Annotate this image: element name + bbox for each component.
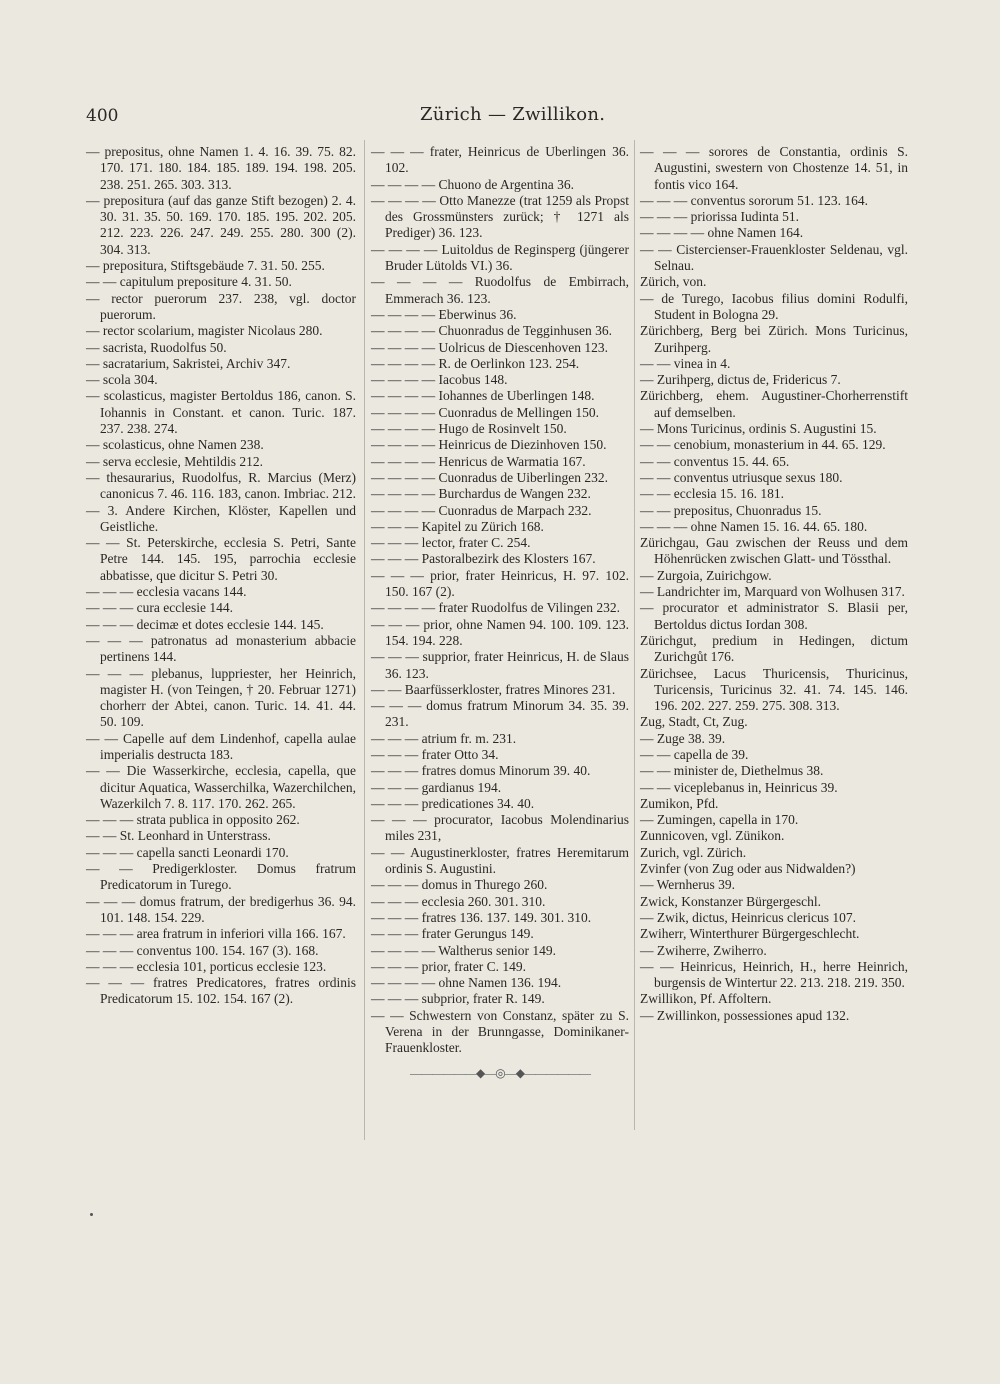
index-entry: Zwick, Konstanzer Bürgergeschl.	[640, 893, 821, 909]
index-entry: — — — — Heinricus de Diezinhoven 150.	[371, 437, 607, 453]
index-entry: — — — capella sancti Leonardi 170.	[86, 844, 289, 860]
index-entry: Zwillikon, Pf. Affoltern.	[640, 991, 772, 1007]
index-entry: — — — domus fratrum Minorum 34. 35. 39. 231.	[371, 698, 629, 730]
index-entry: — — — — Ruodolfus de Embirrach, Emmerach 36. 123.	[371, 274, 629, 306]
index-entry: — — — ecclesia 260. 301. 310.	[371, 893, 546, 909]
index-entry: — — — — Henricus de Warmatia 167.	[371, 453, 586, 469]
index-entry: Zürich, von.	[640, 274, 707, 290]
index-entry: Zwiherr, Winterthurer Bürgergeschlecht.	[640, 926, 860, 942]
index-entry: — — — prior, frater C. 149.	[371, 958, 527, 974]
index-entry: — — St. Peterskirche, ecclesia S. Petri, Sante Petre 144. 145. 195, parrochia ecclesie abbatisse, que dicitur S. Petri 30.	[86, 535, 356, 583]
index-entry: — — — predicationes 34. 40.	[371, 795, 535, 811]
index-entry: — Zwik, dictus, Heinricus clericus 107.	[640, 909, 856, 925]
index-entry: — Zwillinkon, possessiones apud 132.	[640, 1007, 850, 1023]
index-entry: — — — cura ecclesie 144.	[86, 600, 233, 616]
index-entry: — — — ecclesia vacans 144.	[86, 584, 247, 600]
index-entry: — de Turego, Iacobus filius domini Rodulfi, Student in Bologna 29.	[640, 290, 908, 322]
running-title: Zürich — Zwillikon.	[420, 104, 606, 125]
index-entry: — — — — R. de Oerlinkon 123. 254.	[371, 355, 580, 371]
index-entry: — — — — Eberwinus 36.	[371, 306, 517, 322]
index-entry: — — Predigerkloster. Domus fratrum Predicatorum in Turego.	[86, 861, 356, 893]
index-entry: Zürichgut, predium in Hedingen, dictum Zurichgůt 176.	[640, 632, 908, 665]
index-entry: — Wernherus 39.	[640, 877, 736, 893]
index-entry: — — — — Cuonradus de Mellingen 150.	[371, 404, 599, 420]
index-entry: — — — frater, Heinricus de Uberlingen 36. 102.	[371, 144, 629, 176]
index-entry: — — — priorissa Iudinta 51.	[640, 209, 799, 225]
index-entry: — — — ohne Namen 15. 16. 44. 65. 180.	[640, 518, 868, 534]
index-column-2	[371, 144, 629, 1081]
index-entry: — — — lector, frater C. 254.	[371, 535, 531, 551]
index-entry: — — minister de, Diethelmus 38.	[640, 763, 824, 779]
index-entry: — — — — Hugo de Rosinvelt 150.	[371, 421, 567, 437]
index-entry: — — — fratres 136. 137. 149. 301. 310.	[371, 909, 592, 925]
index-entry: — — — — Waltherus senior 149.	[371, 942, 557, 958]
index-entry: — — — gardianus 194.	[371, 779, 502, 795]
index-entry: Zürichberg, Berg bei Zürich. Mons Turicinus, Zurihperg.	[640, 323, 908, 355]
index-entry: — — — — Luitoldus de Reginsperg (jüngerer Bruder Lütolds VI.) 36.	[371, 241, 629, 274]
index-entry: — — — — Uolricus de Diescenhoven 123.	[371, 339, 608, 355]
index-entry: Zürichberg, ehem. Augustiner-Chorherrenstift auf demselben.	[640, 388, 908, 420]
index-entry: — — Augustinerkloster, fratres Heremitarum ordinis S. Augustini.	[371, 844, 629, 877]
index-entry: Zvinfer (von Zug oder aus Nidwalden?)	[640, 861, 856, 877]
index-entry: — — ecclesia 15. 16. 181.	[640, 486, 784, 502]
end-ornament: ——————◆—◎—◆——————	[410, 1065, 590, 1080]
column-rule	[364, 140, 365, 1140]
index-entry: — thesaurarius, Ruodolfus, R. Marcius (Merz) canonicus 7. 46. 116. 183, canon. Imbriac. 212.	[86, 469, 356, 502]
index-entry: — — Die Wasserkirche, ecclesia, capella, que dicitur Aquatica, Wasserchilka, Wazerchilchen, Wazerkilch 7. 8. 117. 170. 262. 265.	[86, 763, 356, 811]
index-entry: — Zwiherre, Zwiherro.	[640, 942, 767, 958]
index-entry: — — — area fratrum in inferiori villa 166. 167.	[86, 926, 346, 942]
index-entry: — — St. Leonhard in Unterstrass.	[86, 828, 271, 844]
index-entry: — — — frater Otto 34.	[371, 746, 499, 762]
index-entry: — — — plebanus, luppriester, her Heinrich, magister H. (von Teingen, † 20. Februar 1271) chorherr der Abtei, canon. Turic. 14. 41. 44. 50. 109.	[86, 665, 356, 730]
index-entry: — serva ecclesie, Mehtildis 212.	[86, 453, 263, 469]
index-entry: — — — — Iohannes de Uberlingen 148.	[371, 388, 595, 404]
index-entry: — — — — Cuonradus de Marpach 232.	[371, 502, 592, 518]
index-entry: — — — prior, frater Heinricus, H. 97. 102. 150. 167 (2).	[371, 567, 629, 600]
index-entry: — — — subprior, frater R. 149.	[371, 991, 545, 1007]
index-entry: — — — conventus sororum 51. 123. 164.	[640, 192, 868, 208]
index-entry: — prepositus, ohne Namen 1. 4. 16. 39. 75. 82. 170. 171. 180. 184. 185. 189. 194. 198. 205. 238. 251. 265. 303. 313.	[86, 144, 356, 192]
index-entry: — — Schwestern von Constanz, später zu S. Verena in der Brunngasse, Dominikaner-Frauenkloster.	[371, 1007, 629, 1056]
index-entry: — — — strata publica in opposito 262.	[86, 812, 300, 828]
index-entry: — — Cistercienser-Frauenkloster Seldenau, vgl. Selnau.	[640, 241, 908, 274]
index-entry: — — — fratres domus Minorum 39. 40.	[371, 763, 591, 779]
index-entry: — — — — ohne Namen 164.	[640, 225, 804, 241]
index-entry: — — — — Burchardus de Wangen 232.	[371, 486, 591, 502]
index-entry: — Zumingen, capella in 170.	[640, 812, 799, 828]
index-entry: — sacratarium, Sakristei, Archiv 347.	[86, 355, 291, 371]
index-entry: — procurator et administrator S. Blasii per, Bertoldus dictus Iordan 308.	[640, 600, 908, 632]
index-entry: — prepositura (auf das ganze Stift bezogen) 2. 4. 30. 31. 35. 50. 169. 170. 185. 195. 202. 205. 212. 223. 226. 247. 249. 255. 280. 300 (2). 304. 313.	[86, 192, 356, 257]
index-entry: — — conventus utriusque sexus 180.	[640, 469, 843, 485]
index-entry: — — cenobium, monasterium in 44. 65. 129.	[640, 437, 886, 453]
index-entry: — — conventus 15. 44. 65.	[640, 453, 790, 469]
index-entry: — — — procurator, Iacobus Molendinarius miles 231,	[371, 812, 629, 844]
index-entry: — — — Kapitel zu Zürich 168.	[371, 518, 544, 534]
index-entry: Zürichgau, Gau zwischen der Reuss und dem Höhenrücken zwischen Glatt- und Tössthal.	[640, 535, 908, 567]
index-entry: Zug, Stadt, Ct, Zug.	[640, 714, 748, 730]
index-entry: — — — decimæ et dotes ecclesie 144. 145.	[86, 616, 324, 632]
index-entry: — — — — frater Ruodolfus de Vilingen 232.	[371, 600, 621, 616]
ink-speck	[90, 1213, 93, 1216]
index-column-3	[640, 144, 908, 1024]
index-entry: — rector puerorum 237. 238, vgl. doctor puerorum.	[86, 290, 356, 322]
index-entry: Zunnicoven, vgl. Zünikon.	[640, 828, 785, 844]
index-entry: — — capitulum prepositure 4. 31. 50.	[86, 274, 292, 290]
index-entry: — — Capelle auf dem Lindenhof, capella aulae imperialis destructa 183.	[86, 730, 356, 762]
index-entry: — Mons Turicinus, ordinis S. Augustini 15.	[640, 421, 877, 437]
index-entry: — Zuge 38. 39.	[640, 730, 726, 746]
index-entry: — prepositura, Stiftsgebäude 7. 31. 50. 255.	[86, 258, 325, 274]
index-entry: — Zurihperg, dictus de, Fridericus 7.	[640, 372, 841, 388]
index-entry: — — — — Chuonradus de Tegginhusen 36.	[371, 323, 613, 339]
index-entry: — — — patronatus ad monasterium abbacie pertinens 144.	[86, 632, 356, 665]
index-entry: — — — frater Gerungus 149.	[371, 926, 534, 942]
page-number: 400	[86, 106, 119, 126]
index-entry: — — — ecclesia 101, porticus ecclesie 123.	[86, 958, 327, 974]
index-entry: — — capella de 39.	[640, 746, 749, 762]
index-entry: — — — atrium fr. m. 231.	[371, 730, 517, 746]
index-entry: — scola 304.	[86, 372, 158, 388]
index-entry: — — viceplebanus in, Heinricus 39.	[640, 779, 838, 795]
index-entry: Zürichsee, Lacus Thuricensis, Thuricinus, Turicensis, Turicinus 32. 41. 74. 145. 146. 196. 202. 227. 259. 275. 308. 313.	[640, 665, 908, 714]
index-entry: — sacrista, Ruodolfus 50.	[86, 339, 227, 355]
index-column-1	[86, 144, 356, 1008]
index-entry: — — — conventus 100. 154. 167 (3). 168.	[86, 942, 319, 958]
index-entry: Zurich, vgl. Zürich.	[640, 844, 747, 860]
index-entry: — — — — Chuono de Argentina 36.	[371, 176, 574, 192]
index-entry: — — — — ohne Namen 136. 194.	[371, 975, 562, 991]
index-entry: — — — prior, ohne Namen 94. 100. 109. 123. 154. 194. 228.	[371, 616, 629, 648]
column-rule	[634, 140, 635, 1130]
index-entry: — Zurgoia, Zuirichgow.	[640, 567, 772, 583]
index-entry: — — vinea in 4.	[640, 355, 731, 371]
index-entry: — — Heinricus, Heinrich, H., herre Heinrich, burgensis de Wintertur 22. 213. 218. 219. 350.	[640, 958, 908, 991]
index-entry: — — — Pastoralbezirk des Klosters 167.	[371, 551, 596, 567]
index-entry: — — — domus in Thurego 260.	[371, 877, 548, 893]
index-entry: — — — — Cuonradus de Uiberlingen 232.	[371, 469, 608, 485]
index-entry: — — Baarfüsserkloster, fratres Minores 231.	[371, 681, 616, 697]
index-entry: — Landrichter im, Marquard von Wolhusen 317.	[640, 584, 905, 600]
index-entry: Zumikon, Pfd.	[640, 795, 719, 811]
index-entry: — — — sorores de Constantia, ordinis S. Augustini, swestern von Chostenze 14. 51, in fontis vico 164.	[640, 144, 908, 192]
index-entry: — — — — Iacobus 148.	[371, 372, 508, 388]
index-entry: — — — fratres Predicatores, fratres ordinis Predicatorum 15. 102. 154. 167 (2).	[86, 975, 356, 1007]
index-entry: — — — domus fratrum, der bredigerhus 36. 94. 101. 148. 154. 229.	[86, 893, 356, 925]
index-entry: — rector scolarium, magister Nicolaus 280.	[86, 323, 323, 339]
index-entry: — — prepositus, Chuonradus 15.	[640, 502, 822, 518]
index-entry: — — — supprior, frater Heinricus, H. de Slaus 36. 123.	[371, 649, 629, 681]
index-entry: — — — — Otto Manezze (trat 1259 als Propst des Grossmünsters zurück; † 1271 als Prediger) 36. 123.	[371, 192, 629, 241]
index-entry: — 3. Andere Kirchen, Klöster, Kapellen und Geistliche.	[86, 502, 356, 534]
index-entry: — scolasticus, magister Bertoldus 186, canon. S. Iohannis in Constant. et canon. Turic. 187. 237. 238. 274.	[86, 388, 356, 437]
index-entry: — scolasticus, ohne Namen 238.	[86, 437, 264, 453]
